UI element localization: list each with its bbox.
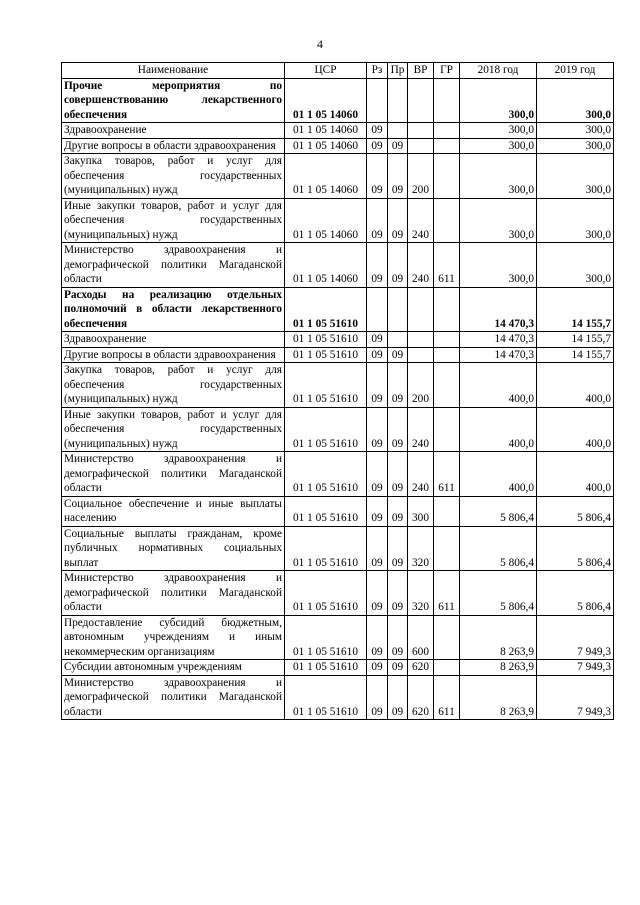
row-gr-cell: 611: [434, 243, 460, 288]
row-csr-cell: 01 1 05 14060: [285, 243, 367, 288]
row-rz-cell: 09: [367, 526, 388, 571]
row-name-cell: Предоставление субсидий бюджетным, автономным учреждениям и иным некоммерческим организациям: [62, 615, 285, 660]
row-vr-cell: [408, 347, 434, 363]
table-row: [62, 198, 614, 243]
row-pr-cell: 09: [388, 675, 408, 720]
row-2019-cell: 300,0: [537, 154, 614, 199]
row-pr-cell: 09: [388, 154, 408, 199]
row-pr-cell: 09: [388, 660, 408, 676]
row-name-cell: Министерство здравоохранения и демографической политики Магаданской области: [62, 243, 285, 288]
row-2018-cell: 5 806,4: [460, 496, 537, 526]
table-row: [62, 138, 614, 154]
row-2019-cell: 300,0: [537, 243, 614, 288]
header-2019: 2019 год: [537, 63, 614, 79]
header-rz: Рз: [367, 63, 388, 79]
row-rz-cell: 09: [367, 660, 388, 676]
row-2019-cell: 5 806,4: [537, 526, 614, 571]
row-gr-cell: [434, 78, 460, 123]
row-rz-cell: [367, 287, 388, 332]
row-2018-cell: 400,0: [460, 407, 537, 452]
row-vr-cell: 620: [408, 675, 434, 720]
row-rz-cell: 09: [367, 243, 388, 288]
row-rz-cell: 09: [367, 154, 388, 199]
row-pr-cell: [388, 78, 408, 123]
row-csr-cell: 01 1 05 51610: [285, 526, 367, 571]
row-name-cell: Закупка товаров, работ и услуг для обеспечения государственных (муниципальных) нужд: [62, 363, 285, 408]
row-gr-cell: [434, 154, 460, 199]
row-2018-cell: 5 806,4: [460, 571, 537, 616]
row-name-cell: Иные закупки товаров, работ и услуг для обеспечения государственных (муниципальных) нужд: [62, 407, 285, 452]
row-rz-cell: 09: [367, 332, 388, 348]
row-gr-cell: [434, 363, 460, 408]
row-rz-cell: 09: [367, 347, 388, 363]
row-2018-cell: 300,0: [460, 138, 537, 154]
table-row: [62, 332, 614, 348]
header-name: Наименование: [62, 63, 285, 79]
row-pr-cell: 09: [388, 526, 408, 571]
row-2019-cell: 7 949,3: [537, 615, 614, 660]
budget-table: [61, 62, 614, 720]
row-2019-cell: 300,0: [537, 198, 614, 243]
row-rz-cell: 09: [367, 496, 388, 526]
row-2018-cell: 8 263,9: [460, 675, 537, 720]
table-row: [62, 287, 614, 332]
row-pr-cell: 09: [388, 407, 408, 452]
row-2019-cell: 14 155,7: [537, 332, 614, 348]
row-rz-cell: 09: [367, 452, 388, 497]
row-2019-cell: 14 155,7: [537, 347, 614, 363]
row-csr-cell: 01 1 05 51610: [285, 332, 367, 348]
row-csr-cell: 01 1 05 51610: [285, 452, 367, 497]
table-row: [62, 123, 614, 139]
table-row: [62, 571, 614, 616]
row-vr-cell: [408, 287, 434, 332]
row-2018-cell: 400,0: [460, 452, 537, 497]
table-row: [62, 78, 614, 123]
row-name-cell: Социальное обеспечение и иные выплаты населению: [62, 496, 285, 526]
row-pr-cell: [388, 123, 408, 139]
row-2019-cell: 300,0: [537, 138, 614, 154]
header-2018: 2018 год: [460, 63, 537, 79]
row-name-cell: Иные закупки товаров, работ и услуг для обеспечения государственных (муниципальных) нужд: [62, 198, 285, 243]
row-csr-cell: 01 1 05 14060: [285, 78, 367, 123]
table-row: [62, 407, 614, 452]
page-number: 4: [317, 37, 323, 51]
row-csr-cell: 01 1 05 51610: [285, 347, 367, 363]
row-gr-cell: [434, 347, 460, 363]
row-gr-cell: 611: [434, 452, 460, 497]
row-vr-cell: 320: [408, 571, 434, 616]
row-gr-cell: [434, 660, 460, 676]
row-vr-cell: 240: [408, 198, 434, 243]
row-2018-cell: 8 263,9: [460, 660, 537, 676]
header-csr: ЦСР: [285, 63, 367, 79]
row-name-cell: Прочие мероприятия по совершенствованию лекарственного обеспечения: [62, 78, 285, 123]
row-gr-cell: [434, 332, 460, 348]
row-csr-cell: 01 1 05 51610: [285, 660, 367, 676]
row-vr-cell: 240: [408, 452, 434, 497]
row-2019-cell: 14 155,7: [537, 287, 614, 332]
row-vr-cell: 600: [408, 615, 434, 660]
row-2018-cell: 300,0: [460, 154, 537, 199]
row-pr-cell: 09: [388, 198, 408, 243]
row-gr-cell: [434, 198, 460, 243]
row-2019-cell: 7 949,3: [537, 675, 614, 720]
row-vr-cell: [408, 78, 434, 123]
row-2019-cell: 5 806,4: [537, 571, 614, 616]
row-csr-cell: 01 1 05 51610: [285, 496, 367, 526]
row-pr-cell: 09: [388, 363, 408, 408]
row-2019-cell: 400,0: [537, 452, 614, 497]
row-gr-cell: [434, 138, 460, 154]
row-csr-cell: 01 1 05 14060: [285, 138, 367, 154]
table-row: [62, 615, 614, 660]
row-2019-cell: 7 949,3: [537, 660, 614, 676]
row-name-cell: Субсидии автономным учреждениям: [62, 660, 285, 676]
row-csr-cell: 01 1 05 14060: [285, 123, 367, 139]
row-2018-cell: 14 470,3: [460, 332, 537, 348]
row-2018-cell: 300,0: [460, 78, 537, 123]
row-vr-cell: [408, 138, 434, 154]
table-row: [62, 363, 614, 408]
row-rz-cell: 09: [367, 138, 388, 154]
row-2018-cell: 14 470,3: [460, 287, 537, 332]
row-name-cell: Министерство здравоохранения и демографической политики Магаданской области: [62, 452, 285, 497]
row-2018-cell: 300,0: [460, 198, 537, 243]
row-name-cell: Другие вопросы в области здравоохранения: [62, 347, 285, 363]
row-vr-cell: 240: [408, 407, 434, 452]
row-rz-cell: 09: [367, 407, 388, 452]
row-name-cell: Здравоохранение: [62, 123, 285, 139]
row-vr-cell: [408, 332, 434, 348]
row-vr-cell: [408, 123, 434, 139]
row-pr-cell: [388, 287, 408, 332]
row-gr-cell: [434, 526, 460, 571]
table-row: [62, 496, 614, 526]
row-2019-cell: 400,0: [537, 407, 614, 452]
table-row: [62, 347, 614, 363]
row-gr-cell: [434, 496, 460, 526]
row-vr-cell: 200: [408, 154, 434, 199]
row-2018-cell: 400,0: [460, 363, 537, 408]
row-csr-cell: 01 1 05 51610: [285, 287, 367, 332]
row-csr-cell: 01 1 05 51610: [285, 407, 367, 452]
row-name-cell: Здравоохранение: [62, 332, 285, 348]
header-vr: ВР: [408, 63, 434, 79]
row-gr-cell: [434, 287, 460, 332]
row-vr-cell: 240: [408, 243, 434, 288]
row-vr-cell: 320: [408, 526, 434, 571]
row-rz-cell: 09: [367, 123, 388, 139]
row-pr-cell: 09: [388, 452, 408, 497]
row-gr-cell: 611: [434, 675, 460, 720]
row-rz-cell: 09: [367, 571, 388, 616]
row-2018-cell: 5 806,4: [460, 526, 537, 571]
row-2018-cell: 14 470,3: [460, 347, 537, 363]
row-pr-cell: 09: [388, 615, 408, 660]
row-csr-cell: 01 1 05 14060: [285, 154, 367, 199]
row-csr-cell: 01 1 05 51610: [285, 675, 367, 720]
row-pr-cell: [388, 332, 408, 348]
row-name-cell: Министерство здравоохранения и демографической политики Магаданской области: [62, 571, 285, 616]
row-rz-cell: [367, 78, 388, 123]
row-name-cell: Социальные выплаты гражданам, кроме публичных нормативных социальных выплат: [62, 526, 285, 571]
row-rz-cell: 09: [367, 363, 388, 408]
table-row: [62, 526, 614, 571]
row-gr-cell: [434, 407, 460, 452]
row-2018-cell: 300,0: [460, 123, 537, 139]
row-name-cell: Расходы на реализацию отдельных полномочий в области лекарственного обеспечения: [62, 287, 285, 332]
row-gr-cell: [434, 123, 460, 139]
row-2018-cell: 300,0: [460, 243, 537, 288]
row-name-cell: Закупка товаров, работ и услуг для обеспечения государственных (муниципальных) нужд: [62, 154, 285, 199]
row-rz-cell: 09: [367, 615, 388, 660]
header-gr: ГР: [434, 63, 460, 79]
row-csr-cell: 01 1 05 14060: [285, 198, 367, 243]
row-pr-cell: 09: [388, 347, 408, 363]
header-row: [62, 63, 614, 79]
row-vr-cell: 200: [408, 363, 434, 408]
table-row: [62, 154, 614, 199]
row-rz-cell: 09: [367, 675, 388, 720]
table-row: [62, 675, 614, 720]
row-name-cell: Другие вопросы в области здравоохранения: [62, 138, 285, 154]
table-row: [62, 452, 614, 497]
row-2018-cell: 8 263,9: [460, 615, 537, 660]
row-2019-cell: 300,0: [537, 78, 614, 123]
row-vr-cell: 300: [408, 496, 434, 526]
row-vr-cell: 620: [408, 660, 434, 676]
header-pr: Пр: [388, 63, 408, 79]
row-pr-cell: 09: [388, 138, 408, 154]
row-2019-cell: 300,0: [537, 123, 614, 139]
row-csr-cell: 01 1 05 51610: [285, 615, 367, 660]
table-row: [62, 243, 614, 288]
row-name-cell: Министерство здравоохранения и демографической политики Магаданской области: [62, 675, 285, 720]
row-pr-cell: 09: [388, 243, 408, 288]
row-2019-cell: 400,0: [537, 363, 614, 408]
row-gr-cell: 611: [434, 571, 460, 616]
row-pr-cell: 09: [388, 571, 408, 616]
row-rz-cell: 09: [367, 198, 388, 243]
row-gr-cell: [434, 615, 460, 660]
row-csr-cell: 01 1 05 51610: [285, 571, 367, 616]
row-2019-cell: 5 806,4: [537, 496, 614, 526]
row-csr-cell: 01 1 05 51610: [285, 363, 367, 408]
table-row: [62, 660, 614, 676]
row-pr-cell: 09: [388, 496, 408, 526]
